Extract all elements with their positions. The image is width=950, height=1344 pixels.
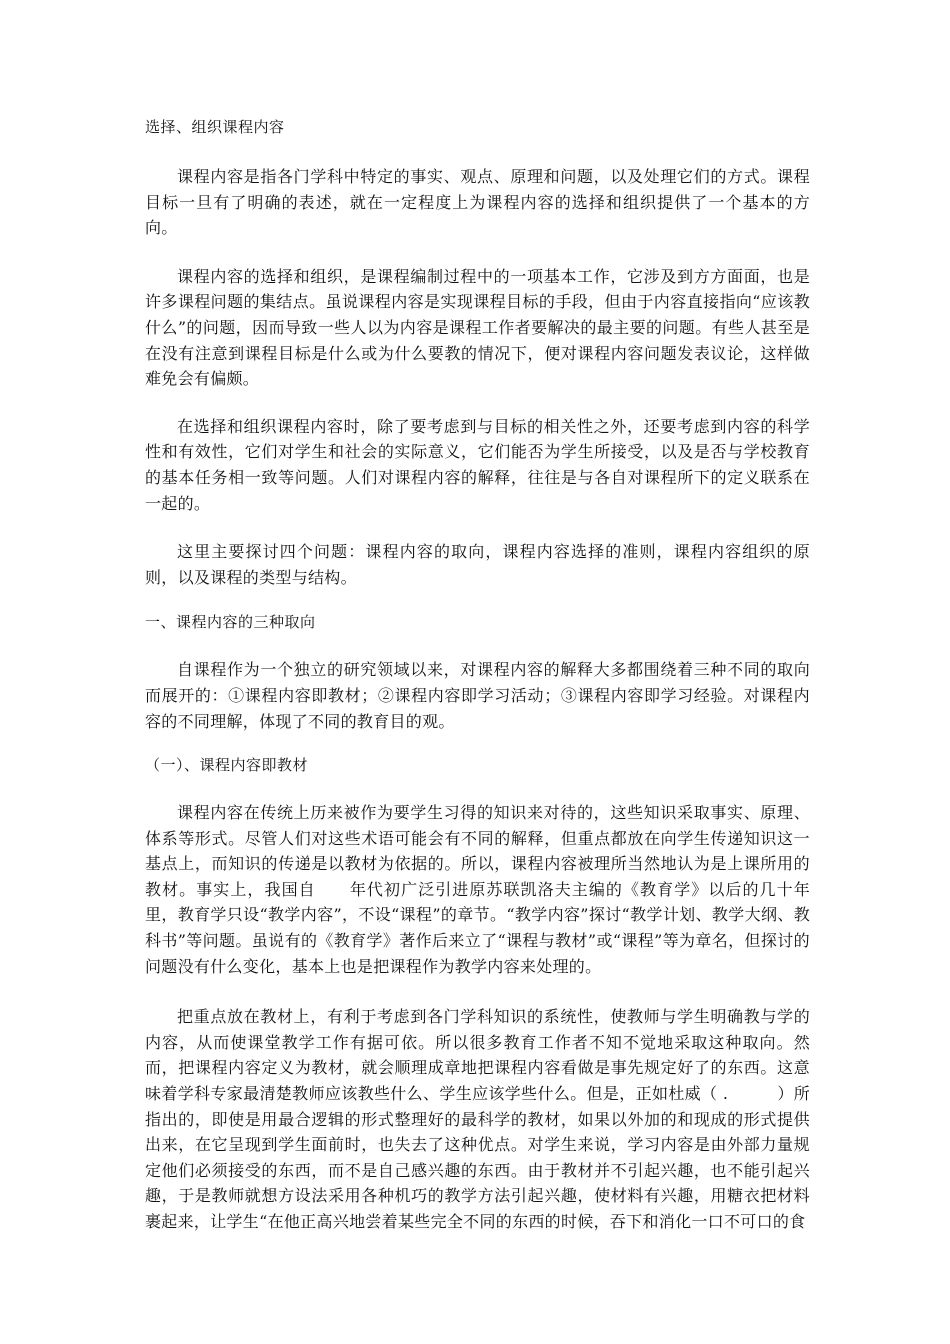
document-page: [145, 117, 810, 1235]
paragraph: 这里主要探讨四个问题：课程内容的取向，课程内容选择的准则，课程内容组织的原则，以及课程的类型与结构。: [145, 542, 810, 587]
paragraph: 课程内容的选择和组织，是课程编制过程中的一项基本工作，它涉及到方方面面，也是许多课程问题的集结点。虽说课程内容是实现课程目标的手段，但由于内容直接指向“应该教什么”的问题，因而导致一些人以为内容是课程工作者要解决的最主要的问题。有些人甚至是在没有注意到课程目标是什么或为什么要教的情况下，便对课程内容问题发表议论，这样做难免会有偏颇。: [145, 266, 810, 389]
paragraph: 课程内容是指各门学科中特定的事实、观点、原理和问题，以及处理它们的方式。课程目标一旦有了明确的表述，就在一定程度上为课程内容的选择和组织提供了一个基本的方向。: [145, 167, 810, 238]
subsection-heading: （一）、课程内容即教材: [145, 756, 309, 775]
section-heading: 一、课程内容的三种取向: [145, 613, 316, 632]
paragraph: 把重点放在教材上，有利于考虑到各门学科知识的系统性，使教师与学生明确教与学的内容，从而使课堂教学工作有据可依。所以很多教育工作者不知不觉地采取这种取向。然而，把课程内容定义为教材，就会顺理成章地把课程内容看做是事先规定好了的东西。这意味着学科专家最清楚教师应该教些什么、学生应该学些什么。但是，正如杜威（ . ）所指出的，即使是用最合逻辑的形式整理好的最科学的教材，如果以外加的和现成的形式提供出来，在它呈现到学生面前时，也失去了这种优点。对学生来说，学习内容是由外部力量规定他们必须接受的东西，而不是自己感兴趣的东西。由于教材并不引起兴趣，也不能引起兴趣，于是教师就想方设法采用各种机巧的教学方法引起兴趣，使材料有兴趣，用糖衣把材料裹起来，让学生“在他正高兴地尝着某些完全不同的东西的时候，吞下和消化一口不可口的食: [145, 1007, 810, 1231]
paragraph: 自课程作为一个独立的研究领域以来，对课程内容的解释大多都围绕着三种不同的取向而展开的：①课程内容即教材；②课程内容即学习活动；③课程内容即学习经验。对课程内容的不同理解，体现了不同的教育目的观。: [145, 660, 810, 731]
paragraph: 在选择和组织课程内容时，除了要考虑到与目标的相关性之外，还要考虑到内容的科学性和有效性，它们对学生和社会的实际意义，它们能否为学生所接受，以及是否与学校教育的基本任务相一致等问题。人们对课程内容的解释，往往是与各自对课程所下的定义联系在一起的。: [145, 416, 810, 513]
paragraph: 课程内容在传统上历来被作为要学生习得的知识来对待的，这些知识采取事实、原理、体系等形式。尽管人们对这些术语可能会有不同的解释，但重点都放在向学生传递知识这一基点上，而知识的传递是以教材为依据的。所以，课程内容被理所当然地认为是上课所用的教材。事实上，我国自 年代初广泛引进原苏联凯洛夫主编的《教育学》以后的几十年里，教育学只设“教学内容”，不设“课程”的章节。“教学内容”探讨“教学计划、教学大纲、教科书”等问题。虽说有的《教育学》著作后来立了“课程与教材”或“课程”等为章名，但探讨的问题没有什么变化，基本上也是把课程作为教学内容来处理的。: [145, 803, 810, 976]
document-title: 选择、组织课程内容: [145, 118, 285, 136]
